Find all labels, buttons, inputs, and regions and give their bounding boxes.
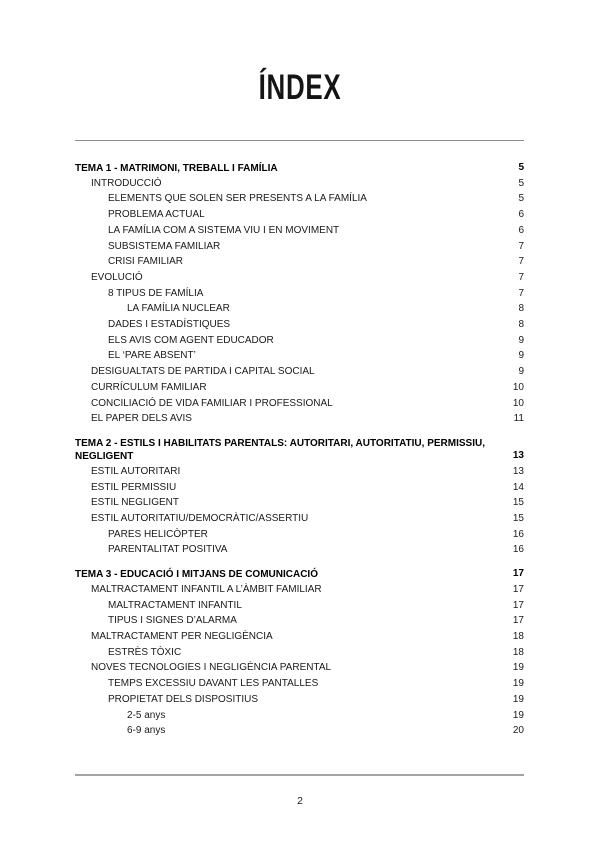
toc-entry <box>75 527 524 543</box>
toc-entry-page: 5 <box>518 162 524 173</box>
toc-entry-page: 17 <box>512 615 524 627</box>
toc-entry-label: INTRODUCCIÓ <box>91 177 162 189</box>
toc-entry <box>75 333 524 349</box>
toc-entry-label: PARES HELICÒPTER <box>108 528 208 540</box>
toc-entry-label: PROPIETAT DELS DISPOSITIUS <box>108 693 259 705</box>
toc-entry <box>75 495 524 511</box>
toc-entry-label: PROBLEMA ACTUAL <box>108 209 205 221</box>
toc-entry-page: 5 <box>518 193 524 205</box>
toc-entry-page: 19 <box>512 678 524 690</box>
toc-entry <box>75 566 524 582</box>
toc-entry-label: CRISI FAMILIAR <box>108 256 184 268</box>
toc-entry-page: 13 <box>512 450 524 462</box>
toc-entry-label: CURRÍCULUM FAMILIAR <box>91 381 207 393</box>
toc-entry-page: 18 <box>512 630 524 642</box>
toc-entry-label: ESTIL AUTORITARI <box>91 465 181 477</box>
toc-entry <box>75 660 524 676</box>
toc-entry-page: 17 <box>512 599 524 611</box>
toc-entry-page: 16 <box>512 528 524 540</box>
toc-entry-label: ELS AVIS COM AGENT EDUCADOR <box>108 334 274 346</box>
toc-entry-label: TIPUS I SIGNES D’ALARMA <box>108 615 237 627</box>
toc-entry-page: 8 <box>518 303 524 315</box>
toc-entry-page: 7 <box>518 271 524 283</box>
toc-entry-label: NOVES TECNOLOGIES I NEGLIGÈNCIA PARENTAL <box>91 662 332 674</box>
toc-entry-page: 5 <box>518 177 524 189</box>
toc-entry <box>75 317 524 333</box>
toc-entry <box>75 254 524 270</box>
toc-entry-page: 13 <box>512 465 524 477</box>
toc-entry <box>75 723 524 739</box>
toc-entry-label: TEMA 1 - MATRIMONI, TREBALL I FAMÍLIA <box>75 163 278 175</box>
table-of-contents <box>75 160 524 739</box>
toc-entry <box>75 676 524 692</box>
toc-entry <box>75 176 524 192</box>
toc-entry-label: EL PAPER DELS AVIS <box>91 413 192 425</box>
toc-entry-page: 17 <box>512 583 524 595</box>
toc-entry-label: ESTRÈS TÒXIC <box>108 646 182 658</box>
toc-entry <box>75 286 524 302</box>
toc-entry-page: 15 <box>512 513 524 525</box>
toc-entry-label: 8 TIPUS DE FAMÍLIA <box>108 287 204 299</box>
toc-entry-label: LA FAMÍLIA COM A SISTEMA VIU I EN MOVIMENT <box>108 224 340 236</box>
toc-entry-page: 8 <box>518 319 524 331</box>
toc-entry-label: LA FAMÍLIA NUCLEAR <box>127 303 230 315</box>
toc-entry <box>75 480 524 496</box>
toc-entry <box>75 692 524 708</box>
toc-entry-label: ESTIL AUTORITATIU/DEMOCRÀTIC/ASSERTIU <box>91 513 309 525</box>
toc-entry-page: 10 <box>512 381 524 393</box>
toc-entry-page: 9 <box>518 334 524 346</box>
toc-entry-label: MALTRACTAMENT PER NEGLIGÈNCIA <box>91 630 273 642</box>
toc-entry-label: TEMA 2 - ESTILS I HABILITATS PARENTALS: AUTORITARI, AUTORITATIU, PERMISSIU, NEGLIGENT <box>75 437 485 463</box>
toc-entry <box>75 160 524 176</box>
toc-entry <box>75 582 524 598</box>
toc-entry <box>75 301 524 317</box>
toc-entry-page: 7 <box>518 256 524 268</box>
toc-entry <box>75 411 524 427</box>
toc-entry-label: EL ‘PARE ABSENT’ <box>108 350 196 362</box>
toc-entry-page: 16 <box>512 544 524 556</box>
toc-entry <box>75 223 524 239</box>
toc-entry-page: 20 <box>512 725 524 737</box>
toc-entry <box>75 542 524 558</box>
toc-entry <box>75 191 524 207</box>
toc-entry <box>75 270 524 286</box>
toc-entry <box>75 435 524 464</box>
toc-entry-label: CONCILIACIÓ DE VIDA FAMILIAR I PROFESSIONAL <box>91 397 333 409</box>
toc-entry <box>75 207 524 223</box>
toc-entry-page: 7 <box>518 240 524 252</box>
toc-entry-label: ELEMENTS QUE SOLEN SER PRESENTS A LA FAMÍLIA <box>108 193 367 205</box>
toc-entry-page: 18 <box>512 646 524 658</box>
toc-entry-page: 19 <box>512 709 524 721</box>
toc-entry <box>75 511 524 527</box>
toc-entry <box>75 239 524 255</box>
toc-entry-label: TEMA 3 - EDUCACIÓ I MITJANS DE COMUNICACIÓ <box>75 569 318 581</box>
toc-entry-page: 7 <box>518 287 524 299</box>
toc-entry-page: 11 <box>513 413 524 425</box>
footer-page-number: 2 <box>297 795 303 807</box>
toc-entry-page: 9 <box>518 366 524 378</box>
toc-entry <box>75 598 524 614</box>
toc-entry <box>75 645 524 661</box>
toc-entry-page: 10 <box>512 397 524 409</box>
header-rule <box>75 140 524 141</box>
toc-entry-label: MALTRACTAMENT INFANTIL A L’ÀMBIT FAMILIAR <box>91 583 322 595</box>
toc-entry-label: DADES I ESTADÍSTIQUES <box>108 319 231 331</box>
toc-entry-label: DESIGUALTATS DE PARTIDA I CAPITAL SOCIAL <box>91 366 315 378</box>
toc-entry-page: 6 <box>518 209 524 221</box>
toc-entry-label: 2-5 anys <box>127 709 166 721</box>
toc-entry-label: ESTIL NEGLIGENT <box>91 497 179 509</box>
toc-entry-label: SUBSISTEMA FAMILIAR <box>108 240 221 252</box>
toc-entry-page: 19 <box>512 693 524 705</box>
page-title: ÍNDEX <box>258 68 342 107</box>
toc-entry <box>75 396 524 412</box>
toc-entry-label: ESTIL PERMISSIU <box>91 481 177 493</box>
toc-entry-page: 15 <box>512 497 524 509</box>
toc-entry-page: 6 <box>518 224 524 236</box>
toc-entry-page: 17 <box>512 568 524 580</box>
toc-entry <box>75 708 524 724</box>
toc-entry <box>75 613 524 629</box>
toc-entry-page: 19 <box>512 662 524 674</box>
toc-entry <box>75 364 524 380</box>
toc-entry-page: 14 <box>512 481 524 493</box>
toc-entry <box>75 380 524 396</box>
toc-entry-label: EVOLUCIÓ <box>91 271 143 283</box>
toc-entry-label: PARENTALITAT POSITIVA <box>108 544 228 556</box>
toc-entry <box>75 348 524 364</box>
toc-entry-label: MALTRACTAMENT INFANTIL <box>108 599 242 611</box>
toc-entry-label: TEMPS EXCESSIU DAVANT LES PANTALLES <box>108 678 319 690</box>
toc-entry <box>75 464 524 480</box>
toc-entry-label: 6-9 anys <box>127 725 166 737</box>
toc-entry-page: 9 <box>518 350 524 362</box>
toc-entry <box>75 629 524 645</box>
footer-rule <box>75 774 524 776</box>
